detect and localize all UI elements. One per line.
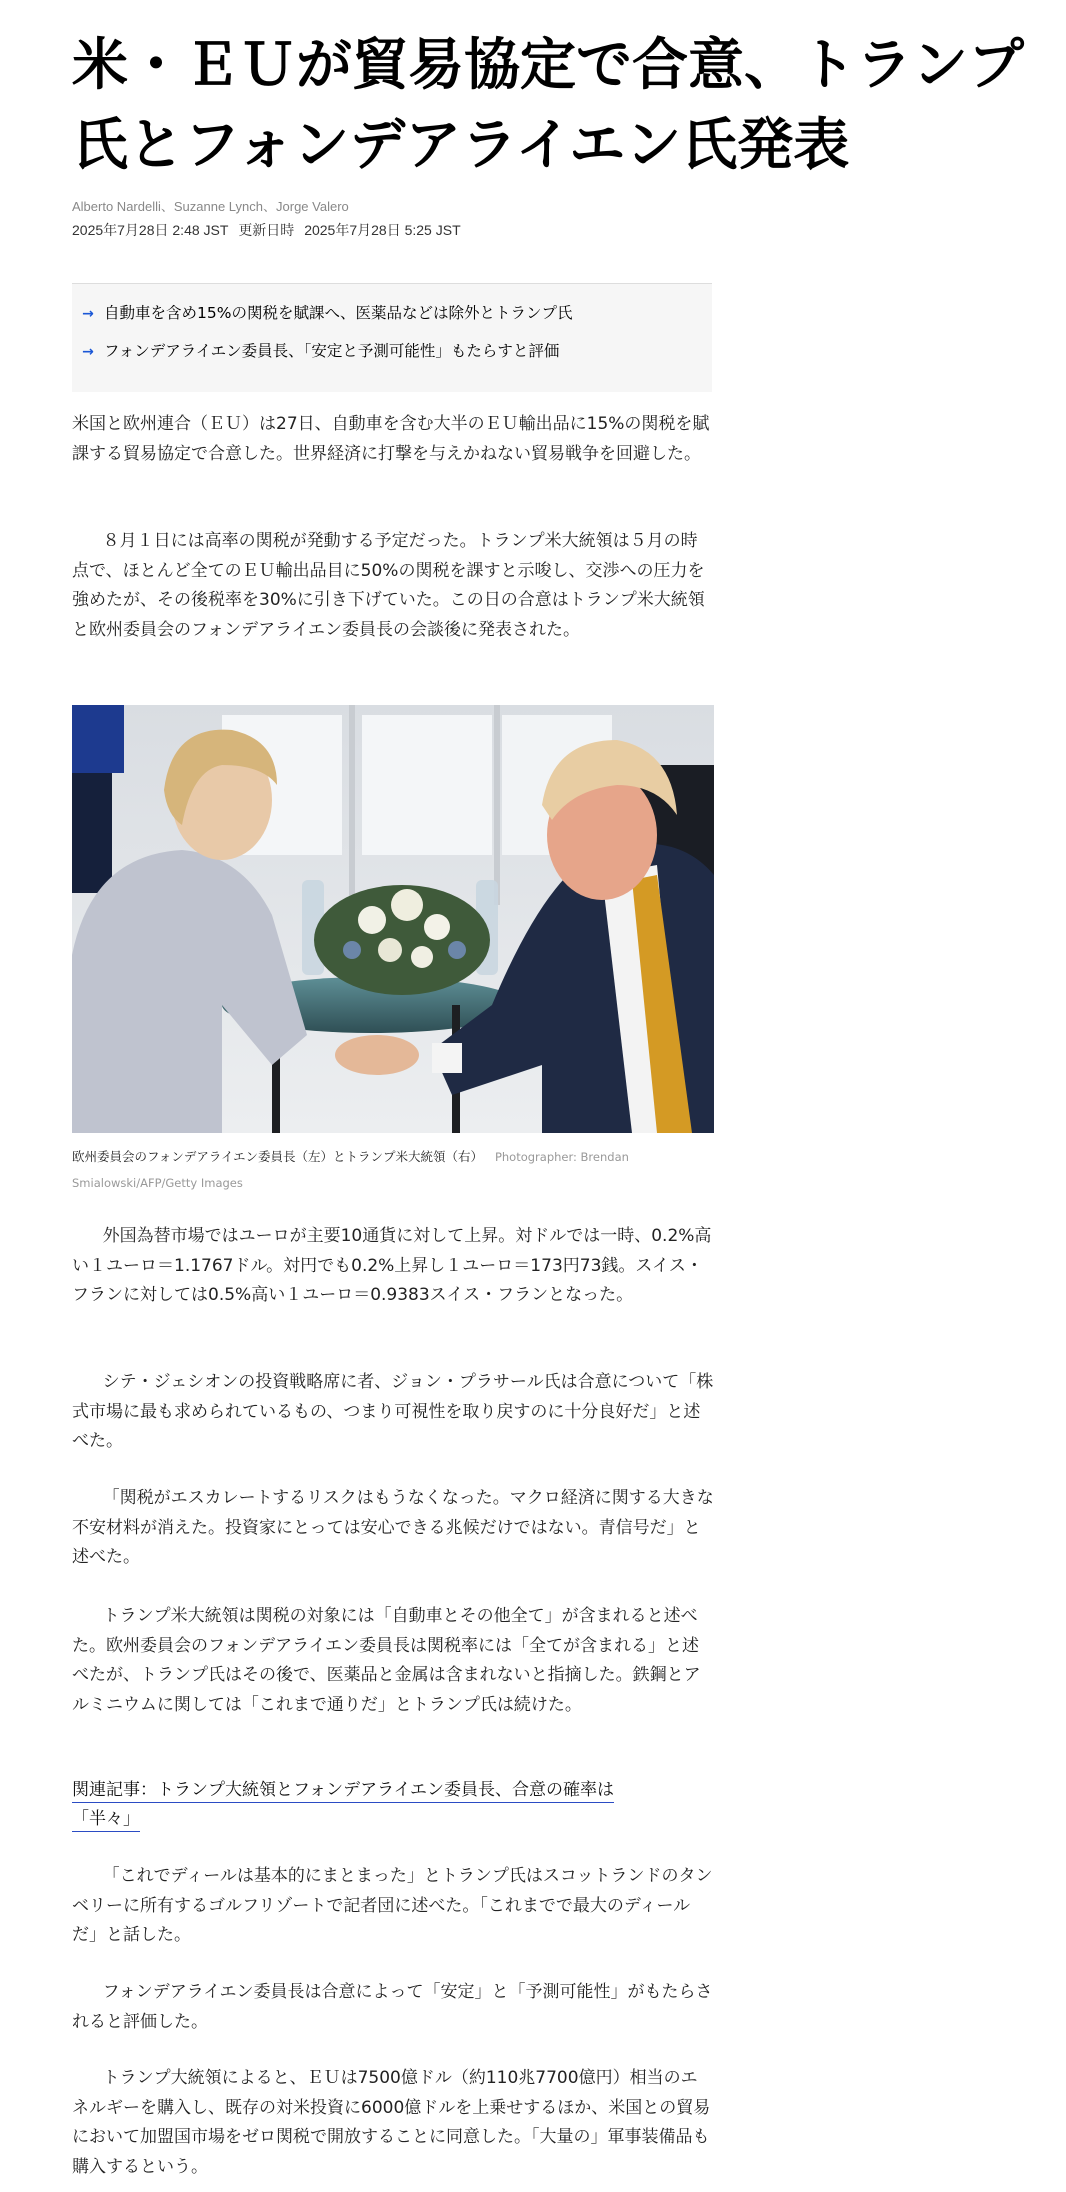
body-paragraph: トランプ米大統領は関税の対象には「自動車とその他全て」が含まれると述べた。欧州委員会のフォンデアライエン委員長は関税率には「全てが含まれる」と述べたが、トランプ氏はその後で、医薬品と金属は含まれないと指摘した。鉄鋼とアルミニウムに関しては「これまで通りだ」とトランプ氏は続けた。	[72, 1606, 701, 1715]
photo-caption	[72, 1144, 714, 1196]
updated-date: 2025年7月28日 5:25 JST	[304, 222, 461, 238]
summary-item-text: フォンデアライエン委員長、「安定と予測可能性」もたらすと評価	[104, 342, 560, 360]
body-paragraph: 「関税がエスカレートするリスクはもうなくなった。マクロ経済に関する大きな不安材料が消えた。投資家にとっては安心できる兆候だけではない。青信号だ」と述べた。	[72, 1488, 714, 1567]
article-headline: 米・ＥＵが貿易協定で合意、トランプ氏とフォンデアライエン氏発表	[72, 33, 1024, 178]
summary-item	[72, 301, 572, 323]
related-link-text: トランプ大統領とフォンデアライエン委員長、合意の確率は「半々」	[72, 1780, 614, 1829]
arrow-right-icon: →	[82, 344, 94, 360]
body-paragraph: シテ・ジェシオンの投資戦略席に者、ジョン・プラサール氏は合意について「株式市場に最も求められているもの、つまり可視性を取り戻すのに十分良好だ」と述べた。	[72, 1372, 714, 1451]
published-date: 2025年7月28日 2:48 JST	[72, 222, 229, 238]
caption-text: 欧州委員会のフォンデアライエン委員長（左）とトランプ米大統領（右）	[72, 1149, 484, 1164]
body-paragraph: フォンデアライエン委員長は合意によって「安定」と「予測可能性」がもたらされると評価した。	[72, 1982, 713, 2032]
photo-credit: Photographer: Brendan Smialowski/AFP/Getty Images	[72, 1150, 629, 1190]
related-label: 関連記事：	[72, 1780, 157, 1800]
byline: Alberto Nardelli、Suzanne Lynch、Jorge Valero	[72, 199, 349, 214]
summary-item-text: 自動車を含め15%の関税を賦課へ、医薬品などは除外とトランプ氏	[104, 304, 573, 322]
arrow-right-icon: →	[82, 306, 94, 322]
article-photo	[72, 705, 714, 1133]
related-article-link[interactable]	[72, 1780, 614, 1832]
body-paragraph: 米国と欧州連合（ＥＵ）は27日、自動車を含む大半のＥＵ輸出品に15%の関税を賦課する貿易協定で合意した。世界経済に打撃を与えかねない貿易戦争を回避した。	[72, 414, 710, 464]
summary-box	[72, 283, 712, 392]
body-paragraph: 外国為替市場ではユーロが主要10通貨に対して上昇。対ドルでは一時、0.2%高い１ユーロ＝1.1767ドル。対円でも0.2%上昇し１ユーロ＝173円73銭。スイス・フランに対しては0.5%高い１ユーロ＝0.9383スイス・フランとなった。	[72, 1226, 712, 1305]
body-paragraph: 「これでディールは基本的にまとまった」とトランプ氏はスコットランドのタンベリーに所有するゴルフリゾートで記者団に述べた。「これまでで最大のディールだ」と話した。	[72, 1866, 713, 1945]
body-paragraph: ８月１日には高率の関税が発動する予定だった。トランプ米大統領は５月の時点で、ほとんど全てのＥＵ輸出品目に50%の関税を課すと示唆し、交渉への圧力を強めたが、その後税率を30%に引き下げていた。この日の合意はトランプ米大統領と欧州委員会のフォンデアライエン委員長の会談後に発表された。	[72, 531, 705, 640]
related-article	[72, 1776, 672, 1834]
body-paragraph: トランプ大統領によると、ＥＵは7500億ドル（約110兆7700億円）相当のエネルギーを購入し、既存の対米投資に6000億ドルを上乗せするほか、米国との貿易において加盟国市場をゼロ関税で開放することに同意した。「大量の」軍事装備品も購入するという。	[72, 2068, 711, 2177]
updated-label: 更新日時	[238, 222, 295, 238]
summary-item	[72, 339, 559, 361]
article-dates	[72, 220, 467, 240]
